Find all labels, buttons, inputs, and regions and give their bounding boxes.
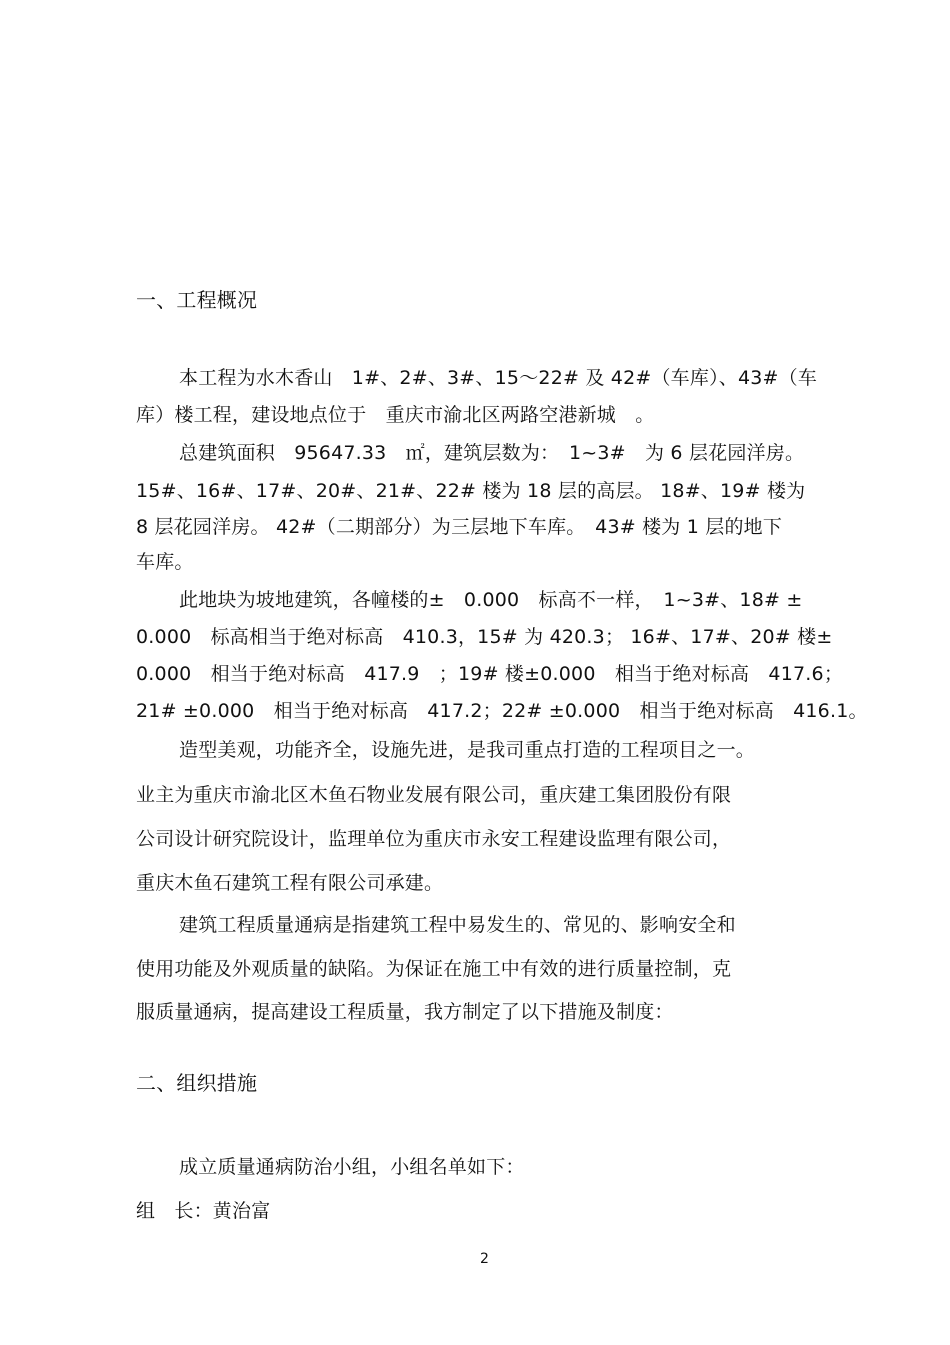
paragraph2-line3: 8 层花园洋房。 42#（二期部分）为三层地下车库。 43# 楼为 1 层的地下 (136, 516, 783, 538)
paragraph1-line2: 库）楼工程，建设地点位于 重庆市渝北区两路空港新城 。 (136, 404, 655, 426)
paragraph3-line2: 0.000 标高相当于绝对标高 410.3，15# 为 420.3； 16#、17#、20# 楼± (136, 626, 833, 648)
paragraph3-line3: 0.000 相当于绝对标高 417.9 ；19# 楼±0.000 相当于绝对标高 417.6； (136, 663, 844, 685)
paragraph5-line2: 使用功能及外观质量的缺陷。为保证在施工中有效的进行质量控制，克 (136, 958, 732, 980)
page-number: 2 (480, 1251, 489, 1267)
paragraph2-line1: 总建筑面积 95647.33 ㎡，建筑层数为： 1~3# 为 6 层花园洋房。 (179, 442, 805, 464)
paragraph1-line1: 本工程为水木香山 1#、2#、3#、15～22# 及 42#（车库）、43#（车 (179, 367, 818, 389)
paragraph5-line3: 服质量通病，提高建设工程质量，我方制定了以下措施及制度： (136, 1001, 674, 1023)
paragraph2-line2: 15#、16#、17#、20#、21#、22# 楼为 18 层的高层。 18#、19# 楼为 (136, 480, 806, 502)
section2-intro: 成立质量通病防治小组，小组名单如下： (179, 1156, 525, 1178)
paragraph4-line2: 业主为重庆市渝北区木鱼石物业发展有限公司，重庆建工集团股份有限 (136, 784, 732, 806)
section2-heading: 二、组织措施 (136, 1071, 258, 1095)
paragraph4-line4: 重庆木鱼石建筑工程有限公司承建。 (136, 872, 444, 894)
paragraph5-line1: 建筑工程质量通病是指建筑工程中易发生的、常见的、影响安全和 (179, 914, 736, 936)
paragraph4-line1: 造型美观，功能齐全，设施先进，是我司重点打造的工程项目之一。 (179, 739, 756, 761)
paragraph4-line3: 公司设计研究院设计，监理单位为重庆市永安工程建设监理有限公司， (136, 828, 732, 850)
paragraph3-line4: 21# ±0.000 相当于绝对标高 417.2；22# ±0.000 相当于绝对标高 416.1。 (136, 700, 868, 722)
paragraph3-line1: 此地块为坡地建筑，各幢楼的± 0.000 标高不一样， 1~3#、18# ± (179, 589, 803, 611)
section1-heading: 一、工程概况 (136, 288, 258, 312)
paragraph2-line4: 车库。 (136, 551, 194, 573)
group-leader: 组 长：黄治富 (136, 1200, 271, 1222)
